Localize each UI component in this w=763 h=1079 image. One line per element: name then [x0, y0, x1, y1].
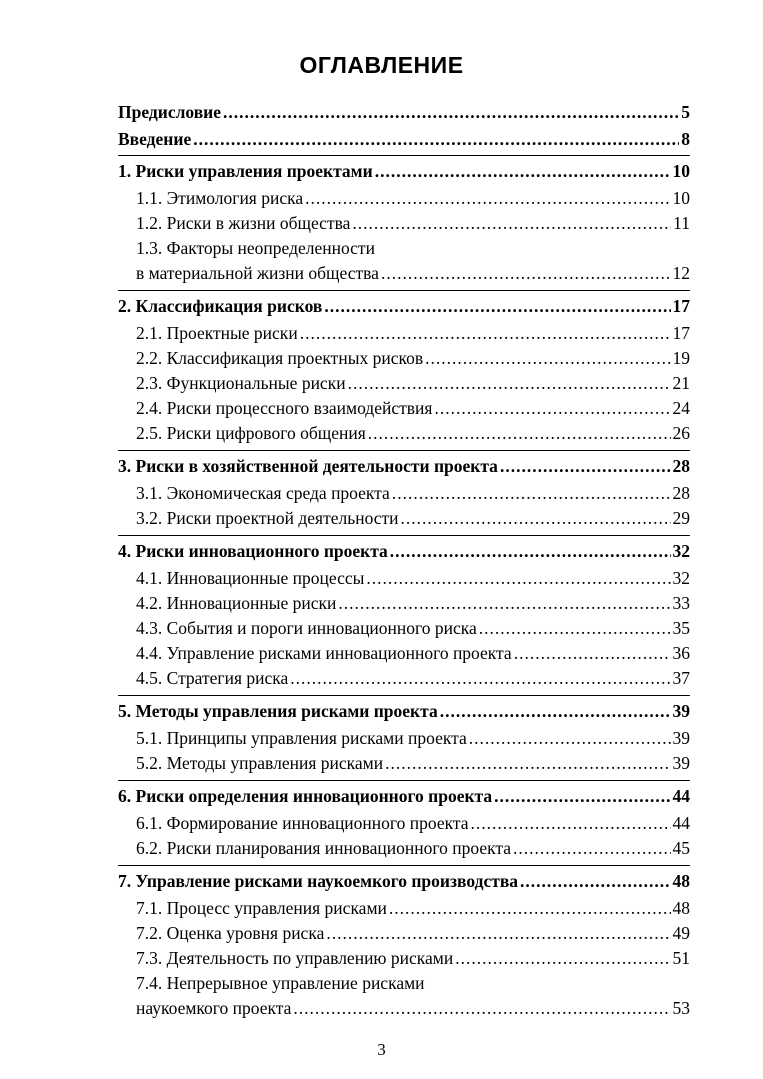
toc-entry-title: 5. Методы управления рисками проекта [118, 701, 438, 721]
toc-entry-title-line: 7.4. Непрерывное управление рисками [136, 973, 425, 993]
toc-entry-intro[interactable] [118, 127, 690, 152]
toc-chapter-4[interactable] [118, 535, 690, 564]
toc-entry-title: 7.1. Процесс управления рисками [136, 898, 387, 918]
toc-section-4-5[interactable] [118, 666, 690, 691]
toc-section-7-1[interactable] [118, 896, 690, 921]
toc-entry-page: 11 [673, 213, 690, 233]
toc-entry-title: в материальной жизни общества [136, 263, 379, 283]
toc-entry-page: 33 [672, 593, 690, 613]
toc-entry-page: 10 [672, 188, 690, 208]
table-of-contents [118, 98, 690, 1021]
toc-entry-page: 5 [681, 102, 690, 122]
toc-entry-preface[interactable] [118, 100, 690, 125]
toc-entry-title: 3.2. Риски проектной деятельности [136, 508, 399, 528]
toc-entry-title: 3.1. Экономическая среда проекта [136, 483, 390, 503]
toc-entry-page: 51 [672, 948, 690, 968]
dot-leader [326, 921, 670, 946]
toc-entry-page: 44 [672, 786, 690, 806]
toc-entry-page: 19 [672, 348, 690, 368]
toc-entry-page: 48 [672, 871, 690, 891]
dot-leader [434, 396, 670, 421]
dot-leader [338, 591, 670, 616]
toc-section-1-2[interactable] [118, 211, 690, 236]
toc-entry-page: 10 [672, 161, 690, 181]
toc-entry-title: 2.4. Риски процессного взаимодействия [136, 398, 433, 418]
page-title: ОГЛАВЛЕНИЕ [299, 52, 464, 78]
toc-entry-page: 39 [672, 701, 690, 721]
dot-leader [193, 127, 679, 152]
toc-section-7-3[interactable] [118, 946, 690, 971]
toc-entry-title: 6. Риски определения инновационного проекта [118, 786, 493, 806]
toc-entry-title: 5.2. Методы управления рисками [136, 753, 384, 773]
toc-entry-page: 48 [672, 898, 690, 918]
toc-entry-page: 49 [672, 923, 690, 943]
toc-entry-page: 32 [672, 568, 690, 588]
dot-leader [514, 641, 671, 666]
toc-entry-title: 2.5. Риски цифрового общения [136, 423, 366, 443]
dot-leader [293, 996, 670, 1021]
toc-section-2-2[interactable] [118, 346, 690, 371]
toc-entry-page: 32 [672, 541, 690, 561]
toc-section-4-3[interactable] [118, 616, 690, 641]
toc-section-5-2[interactable] [118, 751, 690, 776]
toc-chapter-1[interactable] [118, 155, 690, 184]
toc-entry-page: 12 [672, 263, 690, 283]
dot-leader [401, 506, 671, 531]
toc-chapter-6[interactable] [118, 780, 690, 809]
dot-leader [389, 896, 671, 921]
toc-entry-page: 39 [672, 753, 690, 773]
toc-entry-title: 2. Классификация рисков [118, 296, 323, 316]
toc-entry-title: 4.3. События и пороги инновационного риска [136, 618, 477, 638]
toc-section-2-5[interactable] [118, 421, 690, 446]
toc-entry-title: 3. Риски в хозяйственной деятельности проекта [118, 456, 498, 476]
toc-entry-title: 7.3. Деятельность по управлению рисками [136, 948, 454, 968]
toc-entry-title: 4.1. Инновационные процессы [136, 568, 365, 588]
toc-entry-title: наукоемкого проекта [136, 998, 292, 1018]
dot-leader [381, 261, 671, 286]
dot-leader [520, 869, 670, 894]
toc-entry-title: 2.2. Классификация проектных рисков [136, 348, 424, 368]
dot-leader [223, 100, 679, 125]
toc-entry-page: 36 [672, 643, 690, 663]
toc-section-1-3[interactable] [118, 261, 690, 286]
toc-section-3-1[interactable] [118, 481, 690, 506]
toc-entry-title: 2.3. Функциональные риски [136, 373, 346, 393]
dot-leader [385, 751, 670, 776]
dot-leader [352, 211, 671, 236]
toc-section-4-4[interactable] [118, 641, 690, 666]
toc-entry-page: 35 [672, 618, 690, 638]
toc-entry-title: 4.4. Управление рисками инновационного проекта [136, 643, 512, 663]
toc-entry-title: 6.2. Риски планирования инновационного проекта [136, 838, 512, 858]
toc-entry-title: 6.1. Формирование инновационного проекта [136, 813, 469, 833]
dot-leader [368, 421, 671, 446]
toc-entry-title: 1.1. Этимология риска [136, 188, 304, 208]
dot-leader [513, 836, 670, 861]
toc-entry-page: 17 [672, 323, 690, 343]
toc-entry-page: 8 [681, 129, 690, 149]
toc-entry-page: 29 [672, 508, 690, 528]
dot-leader [500, 454, 671, 479]
dot-leader [290, 666, 670, 691]
dot-leader [300, 321, 671, 346]
toc-entry-title: 4.2. Инновационные риски [136, 593, 337, 613]
dot-leader [392, 481, 671, 506]
toc-section-6-1[interactable] [118, 811, 690, 836]
toc-section-4-2[interactable] [118, 591, 690, 616]
toc-entry-title: 1. Риски управления проектами [118, 161, 373, 181]
toc-entry-page: 44 [672, 813, 690, 833]
toc-entry-page: 45 [672, 838, 690, 858]
page-number: 3 [377, 1040, 386, 1059]
toc-entry-page: 28 [672, 483, 690, 503]
dot-leader [471, 811, 671, 836]
toc-entry-title: 7. Управление рисками наукоемкого производства [118, 871, 519, 891]
dot-leader [425, 346, 670, 371]
dot-leader [390, 539, 671, 564]
dot-leader [324, 294, 670, 319]
toc-section-3-2[interactable] [118, 506, 690, 531]
toc-entry-title: 2.1. Проектные риски [136, 323, 298, 343]
toc-chapter-7[interactable] [118, 865, 690, 894]
dot-leader [440, 699, 671, 724]
toc-entry-page: 17 [672, 296, 690, 316]
toc-entry-title: 4.5. Стратегия риска [136, 668, 289, 688]
toc-section-1-1[interactable] [118, 186, 690, 211]
toc-section-6-2[interactable] [118, 836, 690, 861]
dot-leader [455, 946, 670, 971]
toc-entry-page: 37 [672, 668, 690, 688]
toc-entry-title: 1.2. Риски в жизни общества [136, 213, 351, 233]
dot-leader [366, 566, 670, 591]
toc-entry-page: 53 [672, 998, 690, 1018]
toc-entry-page: 28 [672, 456, 690, 476]
toc-entry-page: 39 [672, 728, 690, 748]
toc-section-2-1[interactable] [118, 321, 690, 346]
toc-section-7-4[interactable] [118, 996, 690, 1021]
dot-leader [348, 371, 671, 396]
toc-entry-page: 26 [672, 423, 690, 443]
toc-section-2-3[interactable] [118, 371, 690, 396]
toc-chapter-5[interactable] [118, 695, 690, 724]
toc-section-7-2[interactable] [118, 921, 690, 946]
toc-section-4-1[interactable] [118, 566, 690, 591]
dot-leader [494, 784, 670, 809]
toc-section-5-1[interactable] [118, 726, 690, 751]
toc-entry-title: Введение [118, 129, 192, 149]
toc-chapter-2[interactable] [118, 290, 690, 319]
toc-entry-title: 7.2. Оценка уровня риска [136, 923, 325, 943]
toc-chapter-3[interactable] [118, 450, 690, 479]
toc-section-2-4[interactable] [118, 396, 690, 421]
toc-entry-title-line: 1.3. Факторы неопределенности [136, 238, 375, 258]
dot-leader [469, 726, 671, 751]
toc-entry-title: Предисловие [118, 102, 222, 122]
dot-leader [479, 616, 671, 641]
toc-entry-title: 4. Риски инновационного проекта [118, 541, 388, 561]
dot-leader [375, 159, 671, 184]
dot-leader [305, 186, 670, 211]
toc-entry-page: 24 [672, 398, 690, 418]
toc-entry-title: 5.1. Принципы управления рисками проекта [136, 728, 467, 748]
toc-entry-page: 21 [672, 373, 690, 393]
